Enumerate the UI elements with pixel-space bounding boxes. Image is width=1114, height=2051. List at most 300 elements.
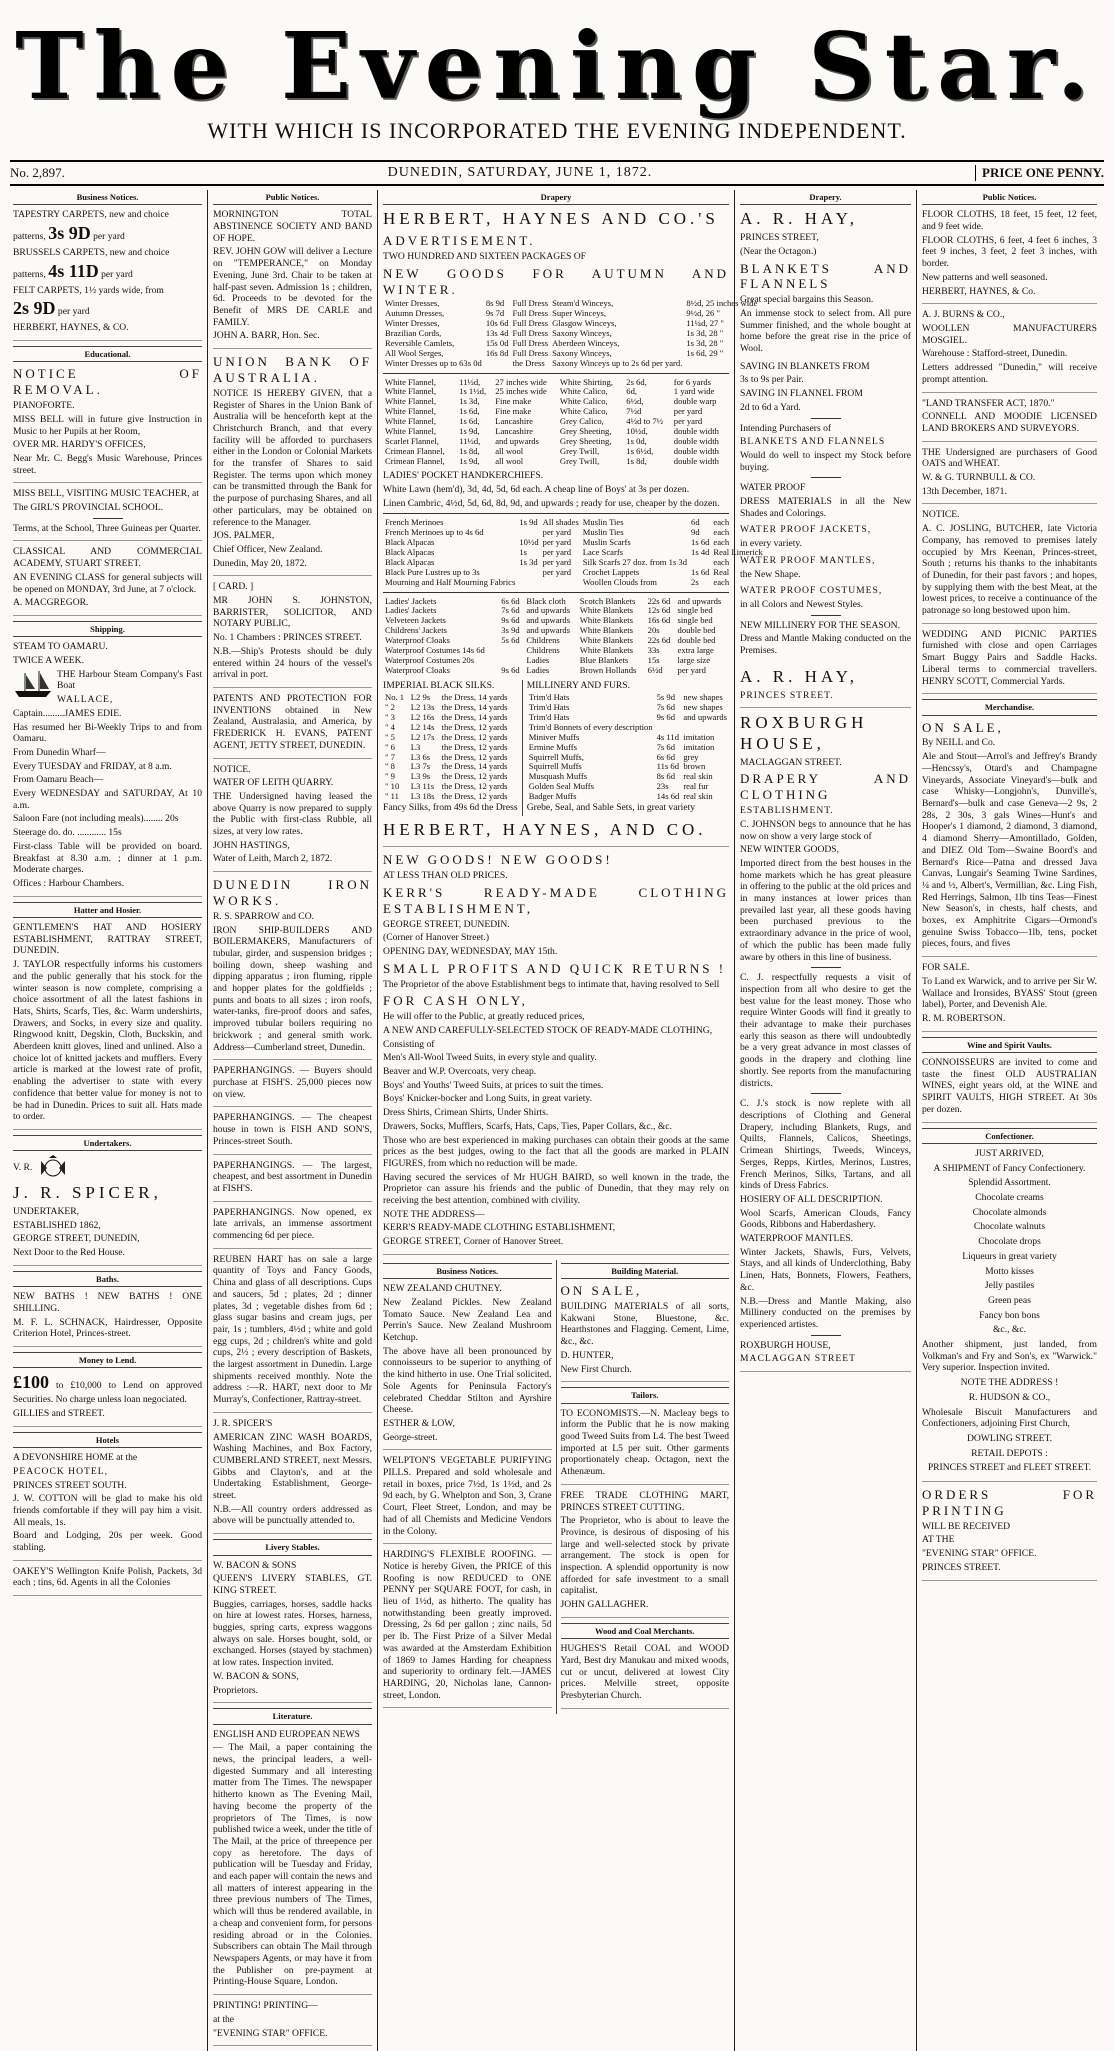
ad-heading: NEW GOODS FOR AUTUMN AND WINTER. [383,265,729,297]
list-item: Chocolate walnuts [973,1221,1046,1233]
list-item: Dress Shirts, Crimean Shirts, Under Shirts. [383,1107,549,1119]
ad-heading [13,1155,202,1181]
floor-cloths-ad [922,209,1097,304]
table-cell: No. 1 [385,692,405,703]
table-cell: L3 18s [410,791,435,802]
millinery-table [527,693,729,802]
table-cell: Lancashire [495,416,533,426]
table-cell: Golden Seal Muffs [528,781,594,792]
ad-text: IRON SHIP-BUILDERS AND BOILERMAKERS, Manufacturers of tubular, girder, and suspension bridges ; boiling down, sheep washing and dipping apparatus ; iron fluming, ripple and hopper plates for the goldfields ; punts and boats to all sizes ; iron roofs, water-tanks, fire-proof doors and safes, improved tubular boilers requiring no brickwork ; and general smith work. Address—Cumberland street, Dunedin. [213,924,372,1053]
table-cell: 7½d [626,406,642,417]
table-cell: 27 inches wide [495,376,547,387]
table-cell: double width [673,425,719,436]
ad-text: First-class Table will be provided on board. Breakfast at 8.30 a.m. ; dinner at 1 p.m. Moderate charges. [13,840,202,876]
table-cell: 8s 9d [485,298,505,309]
table-cell: White Blankets [579,635,634,646]
lower-right [557,1260,730,1714]
ad-text: NOTICE IS HEREBY GIVEN, that a Register of Shares in the Union Bank of Australia will be henceforth kept at the Christchurch Branch, and that every facility will be afforded to purchasers either in the London or Colonial Markets for the transfer of Shares to said Register. The terms upon which money can be transmitted through the Bank for the purpose of purchasing Shares, and all other particulars, may be obtained on reference to the Manager. [213,387,372,528]
table-cell: Crochet Lappets [582,566,640,577]
table-cell: 13s 4d [485,328,509,338]
ad-heading: W. BACON & SONS [213,1559,297,1571]
table-cell: Full Dress [512,308,549,319]
ad-text: A SHIPMENT of Fancy Confectionery. [933,1162,1086,1174]
table-cell: Fine make [495,406,532,417]
wine-ad [922,1057,1097,1123]
table-cell: all wool [495,445,524,456]
ship-name: WALLACE, [57,694,114,706]
ad-text: Fancy Silks, from 49s 6d the Dress [383,801,518,813]
ad-text [13,261,202,283]
table-cell: Ladies' Jackets [385,595,437,606]
table-cell [484,359,511,369]
ad-heading: WATER PROOF JACKETS, [740,524,872,536]
table-cell: Waterproof Costumes 14s 6d [385,644,485,655]
table-cell: Full Dress [512,337,549,348]
table-cell: 3s 9d [501,625,520,636]
ad-text: PATENTS AND PROTECTION FOR INVENTIONS obtained in New Zealand, Australasia, and America, by FREDERICK H. EVANS, PATENT AGENT, JETTY STREET, DUNEDIN. [213,692,372,751]
ad-signature: GILLIES and STREET. [13,1408,105,1420]
table-cell: Waterproof Cloaks [385,635,450,646]
table-cell: Mourning and Half Mourning Fabrics [385,576,516,587]
table-cell: Black cloth [526,595,566,606]
table-cell: real skin [683,791,713,802]
ad-text: Every TUESDAY and FRIDAY, at 8 a.m. [13,760,172,772]
ad-heading: WOOLLEN MANUFACTURERS MOSGIEL. [922,322,1097,346]
table-cell: Autumn Dresses, [385,308,445,319]
ad-heading: QUEEN'S LIVERY STABLES, GT. KING STREET. [213,1573,372,1596]
section-header: Hatter and Hosier. [13,902,202,918]
ad-heading: CLASSICAL AND COMMERCIAL ACADEMY, STUART STREET. [13,546,202,570]
table-cell: the Dress, 12 yards [441,741,508,752]
table-cell: Grey Sheeting, [559,425,612,436]
livery-ad [213,1560,372,1704]
ad-text: PRINCES STREET. [922,1561,1001,1573]
ad-heading: HERBERT, HAYNES, AND CO. [383,819,707,839]
ad-heading: NOTICE. [213,763,251,775]
harding-ad [383,1549,552,1708]
paperhangings-ad [213,1112,372,1154]
table-cell: per yard [542,556,572,567]
table-cell: " 2 [385,702,395,713]
ad-heading: OPENING DAY, WEDNESDAY, MAY 15th. [383,946,558,958]
table-cell: 8s 6d [656,771,676,782]
ad-text: WELPTON'S VEGETABLE PURIFYING PILLS. Prepared and sold wholesale and retail in boxes, price 7½d, 1s 1½d, and 2s 9d each, by G. Whelpton and Son, 3, Crane Court, Fleet Street, London, and may be had of all Chemists and Medicine Vendors in the Colony. [383,1455,552,1537]
table-cell: 6s 6d [656,751,676,762]
ad-text: the New Shape. [740,568,801,580]
table-cell: 1s 6d [691,566,710,577]
issue-number: No. 2,897. [10,165,65,180]
section-header: Wine and Spirit Vaults. [922,1037,1097,1053]
list-item: Jelly pastiles [984,1280,1035,1292]
table-cell: Winter Dresses, [385,298,440,309]
temperance-ad [213,209,372,349]
ad-heading: DRAPERY AND CLOTHING [740,771,911,803]
ad-text: Dress and Mantle Making conducted on the Premises. [740,633,911,657]
bell-ad [13,488,202,541]
table-cell: Black Alpacas [385,556,435,567]
ad-text: HUGHES'S Retail COAL and WOOD Yard, Best dry Manukau and mixed woods, cut or uncut, delivered at lowest City prices. Melville street, opposite Presbyterian Church. [560,1643,729,1702]
ad-signature: W. BACON & SONS, [213,1670,299,1682]
section-header: Shipping. [13,621,202,637]
ad-text: An immense stock to select from. All pure Summer finished, and the whole bought at home before the great rise in the price of Wool. [740,307,911,355]
ad-text: No. 1 Chambers : PRINCES STREET. [213,632,362,644]
ad-text: THE Undersigned having leased the above Quarry is now prepared to supply the Public with first-class Rubble, all sizes, at very low rates. [213,790,372,838]
section-header: Hotels [13,1432,202,1448]
goods-table-merinoes [383,518,765,587]
printing-ad [213,2000,372,2046]
ad-heading: HOSIERY OF ALL DESCRIPTION. [740,1193,883,1205]
table-cell: extra large [677,644,714,655]
list-item: Motto kisses [985,1265,1034,1277]
newspaper-subtitle: WITH WHICH IS INCORPORATED THE EVENING INDEPENDENT. [207,118,907,143]
ad-heading: ON SALE, [922,719,1004,735]
lower-ads [383,1260,729,1714]
table-cell: double warp [673,396,717,407]
section-header: Business Notices. [13,190,202,205]
table-cell: imitation [683,731,715,742]
column-2 [208,190,378,2051]
ad-text: White Lawn (hem'd), 3d, 4d, 5d, 6d each. A cheap line of Boys' at 3s per dozen. [383,484,690,496]
table-cell: Miniver Muffs [528,731,580,742]
ad-text: Would do well to inspect my Stock before buying. [740,449,911,473]
land-transfer-ad [922,398,1097,442]
ad-heading: GENTLEMEN'S HAT AND HOSIERY ESTABLISHMENT, RATTRAY STREET, DUNEDIN. [13,922,202,957]
table-cell: " 6 [385,741,395,752]
ad-text: The above have all been pronounced by connoisseurs to be superior to anything of the kind hitherto in use. One Trial solicited. Sole Agents for Peninsula Factory's celebrated Cheddar Stilton and Ayrshire Cheese. [383,1345,552,1416]
ad-text: Grebe, Seal, and Sable Sets, in great variety [526,801,696,813]
ad-text: From Dunedin Wharf— [13,746,106,758]
list-item: Boys' Knicker-bocker and Long Suits, in great variety. [383,1093,592,1105]
ad-text: Winter Jackets, Shawls, Furs, Velvets, Stays, and all kinds of Underclothing, Baby Linen, Hats, Bonnets, Flowers, Feathers, &c. [740,1246,911,1293]
table-cell: 1s 3d [519,556,538,567]
table-cell: new shapes [683,692,723,703]
column-5 [917,190,1102,2051]
table-cell: 9d [691,527,700,538]
ad-signature: JOS. PALMER, [213,530,275,542]
section-header: Educational. [13,346,202,362]
hotel-ad [13,1452,202,1561]
josling-ad [922,509,1097,623]
table-cell: 22s 6d [647,595,671,606]
divider [811,615,841,616]
ad-heading: "LAND TRANSFER ACT, 1870." [922,397,1055,409]
ad-text: Offices : Harbour Chambers. [13,877,125,889]
ad-text: Board and Lodging, 20s per week. Good stabling. [13,1530,202,1554]
ad-heading: KERR'S READY-MADE CLOTHING ESTABLISHMENT, [383,884,729,916]
table-cell: L3 6s [410,751,431,762]
table-cell: per yard [677,664,706,675]
table-cell: 1s 9d, [459,455,480,466]
ad-text: The Proprietor, who is about to leave the Province, is desirous of disposing of his large and well-selected stock by private arrangement. The stock is open for inspection. A splendid opportunity is now afforded for safe investment to a small capitalist. [560,1515,729,1597]
table-cell: double bed [677,635,716,646]
ad-text: NOTE THE ADDRESS— [383,1208,485,1220]
table-cell: per yard [673,416,703,426]
table-cell: 6d [691,517,700,528]
ad-text: Having secured the services of Mr HUGH BAIRD, so well known in the trade, the Proprietor can assure his friends and the public of Dunedin, that they may rely on receiving the best attention, combined with civility. [383,1171,729,1207]
ad-text: Has resumed her Bi-Weekly Trips to and from Oamaru. [13,721,202,745]
ad-heading: The GIRL'S PROVINCIAL SCHOOL. [13,502,164,514]
table-cell: 9½d, 26 " [686,308,720,319]
neill-ad [922,720,1097,958]
ad-heading: A DEVONSHIRE HOME at the [13,1452,138,1464]
ad-text: PAPERHANGINGS. — The largest, cheapest, and best assortment in Dunedin at FISH'S. [213,1159,372,1194]
paperhangings-ad [213,1160,372,1202]
ad-text: V. R. [13,1162,33,1174]
table-cell: the Dress, 12 yards [441,781,508,792]
goods-table-jackets [383,597,729,676]
ad-text: Letters addressed "Dunedin," will receive prompt attention. [922,362,1097,385]
table-row [527,792,729,802]
list-item: Green peas [988,1294,1031,1306]
ad-text: New patterns and well seasoned. [922,271,1048,283]
ad-text: DOWLING STREET. [966,1432,1053,1444]
table-cell: 7s 6d [501,605,520,616]
newspaper-title: The Evening Star. [15,12,1099,120]
table-cell: White Flannel, [385,416,437,426]
ad-text: 3s to 9s per Pair. [740,374,804,386]
table-cell: grey [683,751,699,762]
column-3 [378,190,763,2051]
ad-text: Consisting of [383,1038,435,1050]
ad-text: Those who are best experienced in making purchases can obtain their goods at the same prices as the best judges, owing to the fact that all the goods are marked in PLAIN FIGURES, from which no reduction will be made. [383,1134,729,1169]
ad-text: MISS BELL will in future give Instruction in Music to her Pupils at her Room, [13,413,202,437]
ad-heading: OVER MR. HARDY'S OFFICES, [13,439,146,451]
table-cell: each [713,556,730,567]
ad-text: Buggies, carriages, horses, saddle hacks on hire at lowest rates. Horses, harness, buggies, spring carts, express waggons always on sale. Horses bought, sold, or exchanged. Horses (stayed by stachmen) at low rates. Inspection invited. [213,1598,372,1669]
ad-heading: NEW BATHS ! NEW BATHS ! ONE SHILLING. [13,1291,202,1314]
ad-text: THE Undersigned are purchasers of Good OATS and WHEAT. [922,446,1097,470]
ad-text: patterns, [13,231,46,243]
table-cell: L2 17s [410,731,435,742]
ad-heading: SAVING IN BLANKETS FROM [740,360,870,372]
ad-text: ESTABLISHMENT. [740,805,834,817]
table-cell: per yard [542,547,572,558]
table-cell: each [713,527,730,538]
section-header: Money to Lend. [13,1352,202,1368]
ad-text: Great special bargains this Season. [740,294,874,306]
ship-icon [13,669,53,699]
ad-heading: FREE TRADE CLOTHING MART, PRINCES STREET CUTTING. [560,1489,729,1513]
ad-text: GEORGE STREET, Corner of Hanover Street. [383,1236,564,1248]
table-cell: Black Alpacas [385,547,435,558]
table-cell: per yard [542,566,572,577]
table-cell: All shades [542,517,579,528]
ad-text: Captain.........JAMES EDIE. [13,707,122,719]
table-cell: Childrens [526,635,560,646]
table-cell: 1s 9d, [459,425,480,436]
table-cell: real skin [683,771,713,782]
ad-heading: NEW ZEALAND CHUTNEY. [383,1283,502,1295]
ad-heading: MR JOHN S. JOHNSTON, BARRISTER, SOLICITOR, AND NOTARY PUBLIC, [213,595,372,630]
table-cell: 11½d, [459,435,481,446]
ad-text: From Oamaru Beach— [13,774,104,786]
table-cell: Brown Hollands [579,664,637,675]
paperhangings-ad [213,1065,372,1107]
list-item: Liqueurs in great variety [962,1250,1057,1262]
list-item: Chocolate creams [975,1192,1044,1203]
table-row [383,666,729,676]
table-cell: new shapes [683,702,723,713]
table-cell: L2 14s [410,721,435,732]
table-cell: and upwards [677,595,722,606]
table-cell: the Dress, 12 yards [441,791,508,802]
confectionery-list [922,1177,1097,1336]
table-cell: 5s 6d [501,635,520,646]
spicer-ad [13,1155,202,1266]
table-cell: 9s 6d [501,615,520,626]
ad-signature: HERBERT, HAYNES, & Co. [922,285,1036,297]
table-cell: Full Dress [512,298,549,309]
ad-heading: BLANKETS AND FLANNELS [740,260,911,292]
ad-text: BUILDING MATERIALS of all sorts, Kakwani Stone, Bluestone, &c. Hearthstones and Flagging. Cement, Lime, &c., &c. [560,1301,729,1348]
table-cell: Scotch Blankets [579,595,636,606]
ad-text: PRINCES STREET and FLEET STREET. [927,1462,1092,1474]
section-header: Literature. [213,1708,372,1724]
table-cell: 1s 6d, [459,416,480,426]
ad-text: Dunedin, May 20, 1872. [213,557,307,569]
table-cell: 7s 6d [656,741,676,752]
ad-heading: R. HUDSON & CO., [968,1391,1051,1403]
table-cell: single bed [677,615,713,626]
table-cell: Silk Scarfs 27 doz. from 1s 3d [582,556,688,567]
ad-text: GEORGE STREET, DUNEDIN, [13,1233,140,1245]
table-cell: Full Dress [512,318,549,329]
ad-text: 13th December, 1871. [922,485,1007,497]
ad-text: Proprietors. [213,1684,259,1696]
ad-heading: ADVERTISEMENT. [383,233,536,249]
royal-crest-icon [35,1155,71,1181]
table-cell: Glasgow Winceys, [552,318,617,329]
table-cell: each [713,537,730,548]
table-cell: White Blankets [579,625,634,636]
ad-text: "EVENING STAR" OFFICE. [213,2027,328,2039]
table-cell: White Flannel, [385,425,437,436]
table-cell: 15s 0d [485,337,509,348]
table-cell: 1s 3d, 28 " [686,337,724,348]
ad-text: To Land ex Warwick, and to arrive per Sir W. Wallace and Ironsides, BYASS' Stout (green label), Porter, and Devenish Ale. [922,975,1097,1011]
table-cell: Waterproof Costumes 20s [385,654,475,665]
ad-heading: IMPERIAL BLACK SILKS. [383,679,495,691]
ad-text: [ CARD. ] [213,581,254,593]
table-cell: each [713,517,730,528]
spicer-zinc-ad [213,1418,372,1534]
price: 4s 11D [48,260,99,281]
ad-heading: WATER PROOF MANTLES, [740,554,876,566]
ad-text: — The Mail, a paper containing the news, the principal leaders, a well-digested Summary and all interesting matter from The Times. The newspaper hitherto known as The Evening Mail, having become the property of the proprietors of The Times, is now published twice a week, under the title of The Mail, at the price of threepence per copy as heretofore. The days of publication will be Tuesday and Friday, and each paper will contain the news and all matters of interest appearing in the three previous numbers of The Times, which will thus be rendered available, in a cheap and convenient form, for persons residing abroad or in the Colonies. Subscribers can obtain The Mail through Newspapers Agents, or may have it from the Publisher on pre-payment at Printing-House Square, London. [213,1742,372,1988]
table-cell: 6s 6d [501,595,520,606]
ad-text: New Zealand Pickles. New Zealand Tomato Sauce. New Zealand Lea and Perrin's Sauce. New Zealand Mushroom Ketchup. [383,1296,552,1344]
table-cell: Lancashire [495,425,533,436]
table-cell: Brazilian Cords, [385,328,442,338]
ad-signature: JOHN GALLAGHER. [560,1599,649,1611]
ad-text: C. JOHNSON begs to announce that he has now on show a very large stock of [740,818,911,842]
table-cell: 10½d [519,537,539,548]
ad-text: WILL BE RECEIVED [922,1520,1011,1532]
table-cell: White Flannel, [385,386,437,397]
table-cell: real fur [683,781,709,792]
table-cell: White Flannel, [385,396,437,407]
ad-text: UNDERTAKER, [13,1206,80,1218]
ad-text: Terms, at the School, Three Guineas per Quarter. [13,522,201,534]
list-item: Boys' and Youths' Tweed Suits, at prices to suit the times. [383,1079,604,1091]
table-cell: and upwards [495,435,539,446]
ad-heading: DUNEDIN IRON WORKS. [213,877,372,908]
ad-text: in every variety. [740,538,802,550]
table-cell: 2s 6d, [626,376,647,387]
table-cell: Musquash Muffs [528,771,588,782]
ad-text [13,298,202,320]
baths-ad [13,1291,202,1347]
ad-heading: AT LESS THAN OLD PRICES. [383,870,508,882]
table-cell: the Dress, 12 yards [441,721,508,732]
table-cell: Black Pure Lustres up to 3s [385,566,480,577]
table-cell: 14s 6d [656,791,680,802]
ad-heading: ON SALE, [560,1283,643,1299]
ad-text: TAPESTRY CARPETS, new and choice [13,209,169,221]
table-cell: 23s [656,781,669,792]
goods-table-flannels [383,378,729,467]
ad-heading: WATER OF LEITH QUARRY. [213,777,334,789]
table-cell: double bed [677,625,716,636]
ad-text: TO ECONOMISTS.—N. Macleay begs to inform the Public that he is now making good Tweed Suits from L4. The best Tweed imported at L5 per suit. Other garments proportionately cheap. Octagon, next the Athenæum. [560,1407,729,1478]
ad-heading: BLANKETS AND FLANNELS [740,436,886,448]
ad-heading: PEACOCK HOTEL, [13,1465,109,1477]
table-cell: the Dress, 14 yards [441,692,508,703]
table-cell: the Dress, 12 yards [441,771,508,782]
ad-text: Warehouse : Stafford-street, Dunedin. [922,348,1068,360]
ad-text: New First Church. [560,1363,632,1375]
ad-text: George-street. [383,1431,438,1443]
ad-text: The Proprietor of the above Establishment begs to intimate that, having resolved to Sell [383,978,720,990]
table-cell: L3 [410,741,421,752]
ad-text: FLOOR CLOTHS, 6 feet, 4 feet 6 inches, 3 feet 9 inches, 3 feet, 2 feet 3 inches, with border. [922,234,1097,270]
table-cell: Full Dress [512,328,549,338]
table-cell: for 6 yards [673,376,711,387]
table-cell: Saxony Winceys, [552,328,612,338]
table-cell: Scarlet Flannel, [385,435,439,446]
lower-left [383,1260,557,1714]
table-cell: Grey Sheeting, [559,435,612,446]
column-1 [8,190,208,2051]
ad-text: THE Harbour Steam Company's Fast Boat [57,668,202,692]
table-cell: 10½d, [626,425,648,436]
table-cell: 4s 11d [656,731,679,742]
table-cell: French Merinoes up to 4s 6d [385,527,484,538]
gallagher-ad [561,1490,730,1618]
iron-works-ad [213,877,372,1060]
ad-signature: JOHN A. BARR, Hon. Sec. [213,330,320,342]
ad-text: at the [213,2013,235,2025]
ad-text: J. TAYLOR respectfully informs his customers and the public generally that his stock for the winter season is now complete, comprising a choice assortment of all the latest fashions in Hats, Shirts, Scarfs, Ties, &c. Warm undershirts, Drawers, and Socks, in every size and quality. Ringwood knitt, Degskin, Cloth, Buckskin, and Aberdeen knitt gloves, lined and unlined. Also a choice lot of knitted jackets and mufflers. Every article is marked at the lowest rate of profit, enabling the advertiser to state with every confidence that better value for money is not to be had in Dunedin. Prices to suit all. Hats made to order. [13,959,202,1123]
table-cell: 1s 6d, 29 " [686,347,724,358]
ad-text [13,223,202,245]
table-cell: Ladies [526,654,550,665]
hart-ad [213,1254,372,1413]
ad-heading: PIANOFORTE. [13,400,75,412]
table-cell: 9s 6d [656,712,676,723]
table-cell: Crimean Flannel, [385,455,445,466]
ad-heading: A. J. BURNS & CO., [922,309,1005,321]
table-cell: Black Alpacas [385,537,435,548]
divider [383,373,729,374]
table-cell: Squirrell Muffs, [528,751,584,762]
robertson-ad [922,962,1097,1032]
table-cell: Real [713,566,730,577]
carpets-ad [13,209,202,341]
table-cell: White Calico, [559,396,608,407]
table-cell: Squirrell Muffs [528,761,582,772]
table-cell: 5s 9d [656,692,676,703]
